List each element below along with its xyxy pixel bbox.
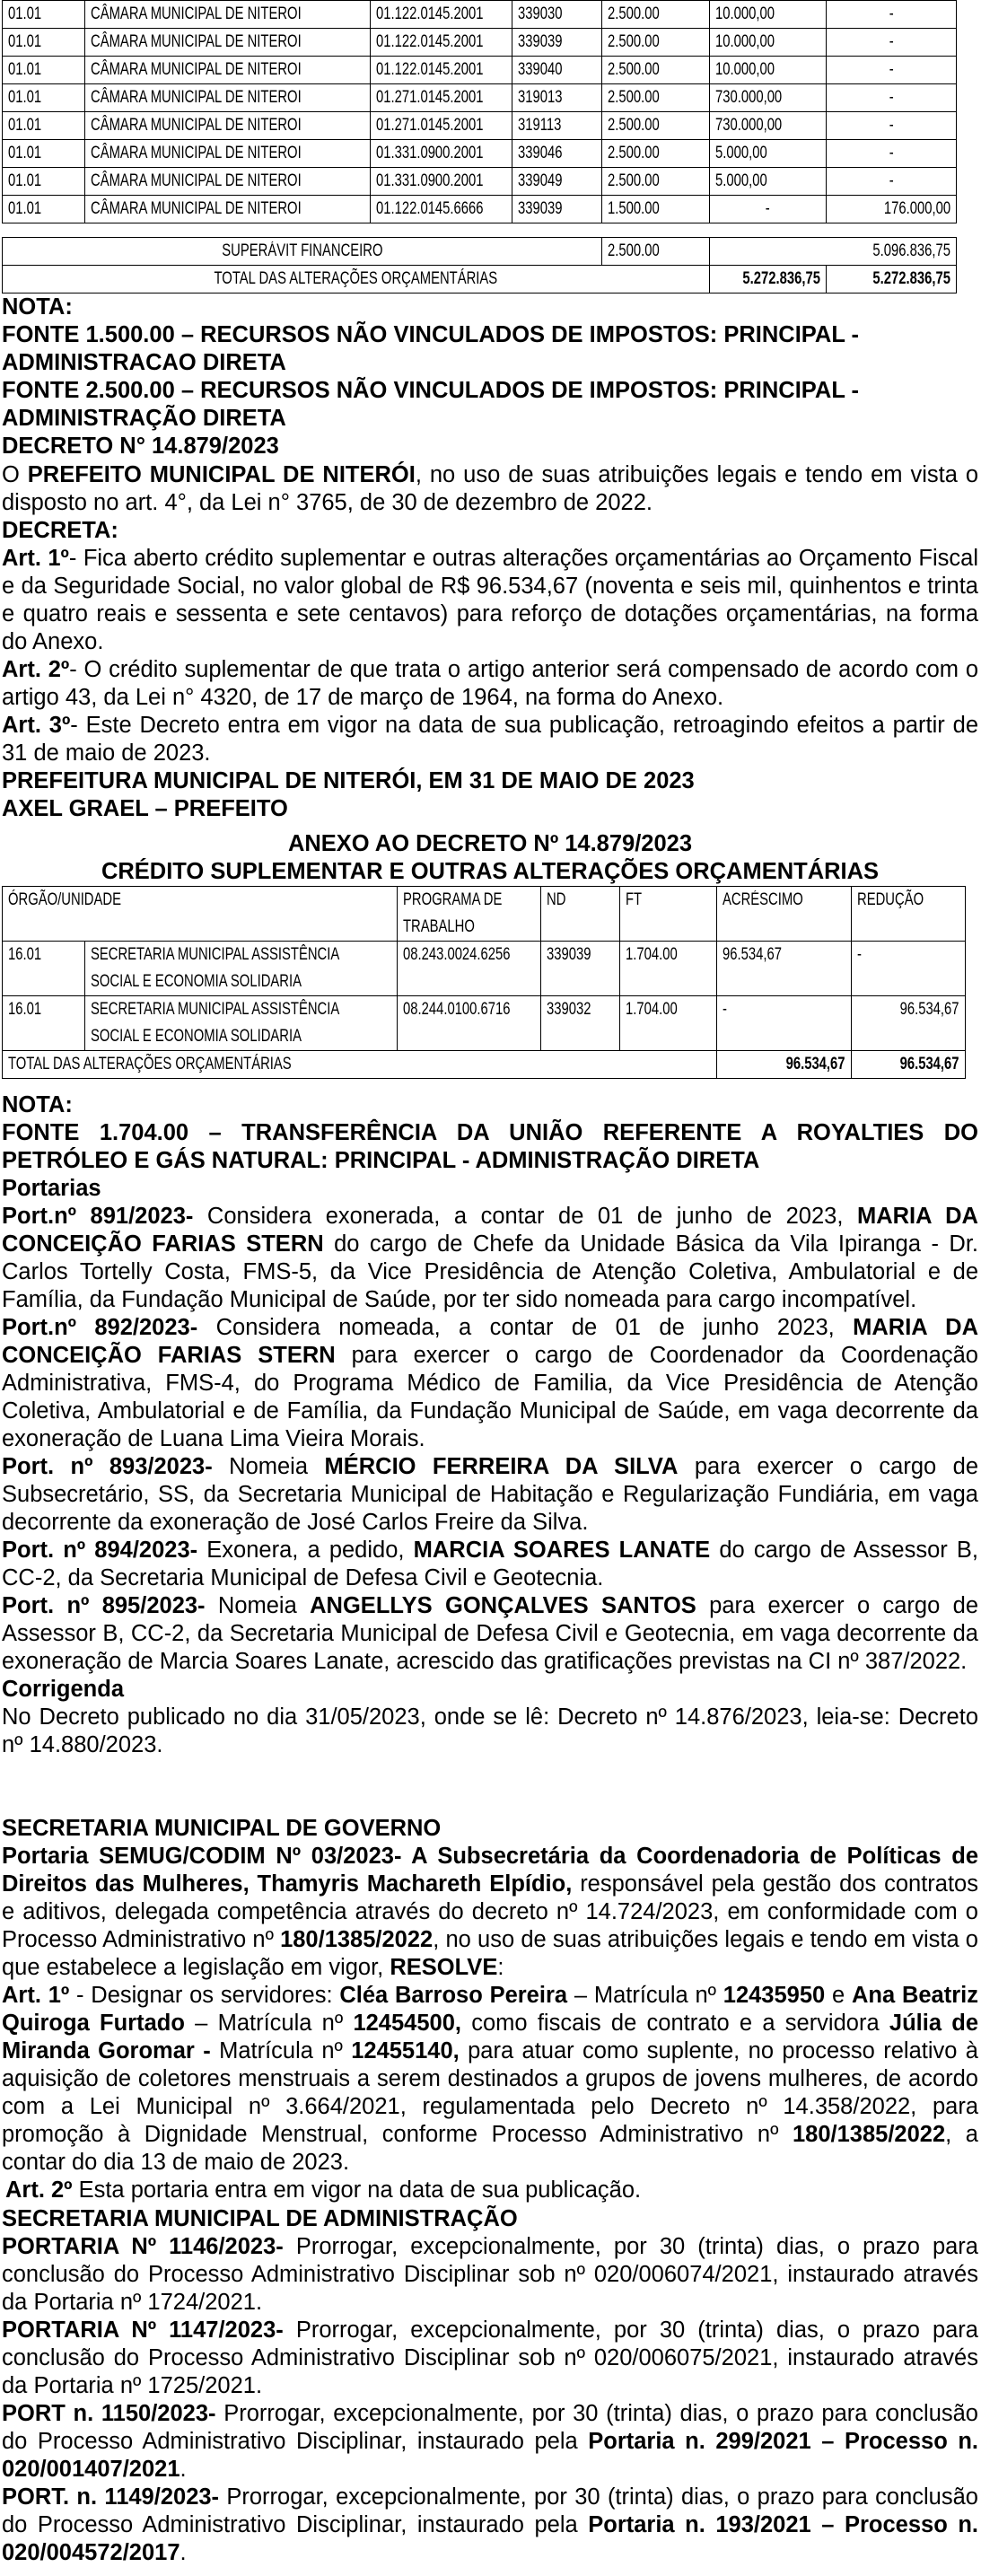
fonte-1500: FONTE 1.500.00 – RECURSOS NÃO VINCULADOS DE IMPOSTOS: PRINCIPAL - ADMINISTRACAO DIRETA <box>2 322 860 375</box>
programa: 01.271.0145.2001 <box>376 88 484 107</box>
ft: 2.500.00 <box>608 144 660 162</box>
portaria-1150: PORT n. 1150/2023- Prorrogar, excepcionalmente, por 30 (trinta) dias, o prazo para conclusão do Processo Administrativo Disciplinar, instaurado pela Portaria n. 299/2021 – Processo n. 020/001407/2021. <box>2 2401 978 2482</box>
decreto-art-1: Art. 1º- Fica aberto crédito suplementar e outras alterações orçamentárias ao Orçamento Fiscal e da Seguridade Social, no valor global de R$ 96.534,67 (noventa e seis mil, quinhentos e trinta e quatro reais e sessenta e sete centavos) para reforço de dotações orçamentárias, na forma do Anexo. <box>2 546 979 654</box>
anexo-nd: 339039 <box>547 945 591 964</box>
portaria-893: Port. nº 893/2023- Nomeia MÉRCIO FERREIRA DA SILVA para exercer o cargo de Subsecretário, SS, da Secretaria Municipal de Habitação e Regularização Fundiária, em vaga decorrente da exoneração de José Carlos Freire da Silva. <box>2 1454 979 1535</box>
anexo-heading <box>2 830 978 886</box>
orgao-code: 01.01 <box>8 171 42 190</box>
acrescimo: 5.000,00 <box>715 144 767 162</box>
portaria-892: Port.nº 892/2023- Considera nomeada, a contar de 01 de junho 2023, MARIA DA CONCEIÇÃO FARIAS STERN para exercer o cargo de Coordenador da Coordenação Administrativa, FMS-4, do Programa Médico de Familia, da Vice Presidência de Atenção Coletiva, Ambulatorial e de Família, da Fundação Municipal de Saúde, em vaga decorrente da exoneração de Luana Lima Vieira Morais. <box>2 1315 978 1451</box>
orgao-code-cell <box>3 196 85 223</box>
superavit-value: 5.096.836,75 <box>872 241 950 260</box>
anexo-acrescimo: - <box>723 1000 727 1019</box>
anexo-acrescimo: 96.534,67 <box>723 945 782 964</box>
portaria-1146: PORTARIA Nº 1146/2023- Prorrogar, excepcionalmente, por 30 (trinta) dias, o prazo para conclusão do Processo Administrativo Disciplinar sob nº 020/006074/2021, instaurado através da Portaria nº 1724/2021. <box>2 2234 978 2315</box>
nd: 339046 <box>518 144 563 162</box>
anexo-orgao-code: 16.01 <box>8 1000 42 1019</box>
table-row <box>3 168 957 196</box>
ft-cell <box>602 112 710 140</box>
programa: 01.331.0900.2001 <box>376 144 484 162</box>
reducao-cell <box>827 196 957 223</box>
nd-cell <box>512 1 602 29</box>
budget-summary-table <box>2 237 957 294</box>
decreto-signature: AXEL GRAEL – PREFEITO <box>2 796 288 821</box>
nd: 339039 <box>518 199 563 218</box>
anexo-subtitle: CRÉDITO SUPLEMENTAR E OUTRAS ALTERAÇÕES ORÇAMENTÁRIAS <box>101 859 880 884</box>
orgao-code-cell <box>3 29 85 57</box>
nd: 319013 <box>518 88 563 107</box>
acrescimo-cell <box>710 140 827 168</box>
nd-cell <box>512 29 602 57</box>
nd-cell <box>512 196 602 223</box>
decreto-art-2: Art. 2º- O crédito suplementar de que trata o artigo anterior será compensado de acordo com o artigo 43, da Lei n° 4320, de 17 de março de 1964, na forma do Anexo. <box>2 657 979 710</box>
orgao-name-cell <box>85 1 371 29</box>
reducao: - <box>889 88 894 107</box>
anexo-orgao-name-cell <box>85 996 398 1051</box>
ft: 2.500.00 <box>608 88 660 107</box>
nd-cell <box>512 84 602 112</box>
orgao-code: 01.01 <box>8 116 42 135</box>
table-row <box>3 29 957 57</box>
anexo-reducao: - <box>857 945 862 964</box>
superavit-ft: 2.500.00 <box>608 241 660 260</box>
orgao-code: 01.01 <box>8 4 42 23</box>
acrescimo: 730.000,00 <box>715 88 783 107</box>
table-row <box>3 942 966 996</box>
governo-art-1: Art. 1º - Designar os servidores: Cléa Barroso Pereira – Matrícula nº 12435950 e Ana Beatriz Quiroga Furtado – Matrícula nº 12454500, como fiscais de contrato e a servidora Júlia de Miranda Goromar - Matrícula nº 12455140, para atuar como suplente, no processo relativo à aquisição de coletores menstruais a serem destinados a grupos de jovens mulheres, de acordo com a Lei Municipal nº 3.664/2021, regulamentada pelo Decreto nº 14.358/2022, para promoção à Dignidade Menstrual, conforme Processo Administrativo nº 180/1385/2022, a contar do dia 13 de maio de 2023. <box>2 1983 979 2175</box>
nota-1-title: NOTA: <box>2 294 73 320</box>
anexo-orgao-code-cell <box>3 942 85 996</box>
total-row <box>3 266 957 294</box>
anexo-orgao-name: SECRETARIA MUNICIPAL ASSISTÊNCIA SOCIAL E ECONOMIA SOLIDARIA <box>91 1000 339 1046</box>
portaria-894: Port. nº 894/2023- Exonera, a pedido, MARCIA SOARES LANATE do cargo de Assessor B, CC-2, da Secretaria Municipal de Defesa Civil e Geotecnia. <box>2 1538 978 1590</box>
orgao-name: CÂMARA MUNICIPAL DE NITEROI <box>91 4 302 23</box>
ft: 2.500.00 <box>608 4 660 23</box>
reducao: - <box>889 32 894 51</box>
portaria-891: Port.nº 891/2023- Considera exonerada, a contar de 01 de junho de 2023, MARIA DA CONCEIÇÃO FARIAS STERN do cargo de Chefe da Unidade Básica da Vila Ipiranga - Dr. Carlos Tortelly Costa, FMS-5, da Vice Presidência de Atenção Coletiva, Ambulatorial e de Família, da Fundação Municipal de Saúde, por ter sido nomeada para cargo incompatível. <box>2 1204 978 1312</box>
orgao-name-cell <box>85 84 371 112</box>
governo-art-2: Art. 2º Esta portaria entra em vigor na data de sua publicação. <box>5 2177 642 2203</box>
reducao-cell <box>827 140 957 168</box>
programa-cell <box>371 112 512 140</box>
decreto-closing: PREFEITURA MUNICIPAL DE NITERÓI, EM 31 DE MAIO DE 2023 <box>2 768 695 793</box>
ft: 2.500.00 <box>608 60 660 79</box>
programa: 01.122.0145.2001 <box>376 60 484 79</box>
orgao-name: CÂMARA MUNICIPAL DE NITEROI <box>91 88 302 107</box>
anexo-header-acrescimo: ACRÉSCIMO <box>723 890 803 909</box>
reducao: - <box>889 144 894 162</box>
superavit-row <box>3 238 957 266</box>
programa-cell <box>371 29 512 57</box>
corrigenda-text: No Decreto publicado no dia 31/05/2023, onde se lê: Decreto nº 14.876/2023, leia-se: Decreto nº 14.880/2023. <box>2 1704 978 1757</box>
table-row <box>3 57 957 84</box>
orgao-code: 01.01 <box>8 32 42 51</box>
decreto-art-3: Art. 3º- Este Decreto entra em vigor na data de sua publicação, retroagindo efeitos a partir de 31 de maio de 2023. <box>2 713 979 766</box>
table-row <box>3 1 957 29</box>
decreto-title: DECRETO N° 14.879/2023 <box>2 434 279 459</box>
reducao: - <box>889 60 894 79</box>
table-row <box>3 996 966 1051</box>
table-row <box>3 84 957 112</box>
portarias-title: Portarias <box>2 1176 101 1201</box>
anexo-header-nd: ND <box>547 890 566 909</box>
programa-cell <box>371 57 512 84</box>
orgao-name-cell <box>85 196 371 223</box>
orgao-code-cell <box>3 84 85 112</box>
table-row <box>3 112 957 140</box>
anexo-header-ft: FT <box>626 890 643 909</box>
acrescimo: 730.000,00 <box>715 116 783 135</box>
programa-cell <box>371 168 512 196</box>
ft: 1.500.00 <box>608 199 660 218</box>
reducao: 176.000,00 <box>883 199 950 218</box>
nota-2-title: NOTA: <box>2 1092 73 1117</box>
reducao: - <box>889 116 894 135</box>
programa: 01.122.0145.2001 <box>376 32 484 51</box>
nd: 339030 <box>518 4 563 23</box>
orgao-code: 01.01 <box>8 60 42 79</box>
administracao-section <box>2 2205 978 2567</box>
nd-cell <box>512 112 602 140</box>
reducao-cell <box>827 112 957 140</box>
orgao-code: 01.01 <box>8 199 42 218</box>
orgao-name: CÂMARA MUNICIPAL DE NITEROI <box>91 199 302 218</box>
anexo-nd: 339032 <box>547 1000 591 1019</box>
ft-cell <box>602 1 710 29</box>
portarias-section <box>2 1091 978 1759</box>
anexo-nd-cell <box>541 996 620 1051</box>
acrescimo-cell <box>710 1 827 29</box>
total-acrescimo: 5.272.836,75 <box>742 269 820 288</box>
nd-cell <box>512 168 602 196</box>
decreto-body <box>2 461 978 823</box>
programa: 01.122.0145.2001 <box>376 4 484 23</box>
reducao: - <box>889 4 894 23</box>
orgao-code-cell <box>3 140 85 168</box>
anexo-orgao-name-cell <box>85 942 398 996</box>
ft: 2.500.00 <box>608 171 660 190</box>
ft: 2.500.00 <box>608 116 660 135</box>
acrescimo-cell <box>710 112 827 140</box>
portaria-1149: PORT. n. 1149/2023- Prorrogar, excepcionalmente, por 30 (trinta) dias, o prazo para conclusão do Processo Administrativo Disciplinar, instaurado pela Portaria n. 193/2021 – Processo n. 020/004572/2017. <box>2 2484 978 2565</box>
programa-cell <box>371 140 512 168</box>
acrescimo: - <box>766 199 770 218</box>
anexo-programa: 08.244.0100.6716 <box>403 1000 511 1019</box>
orgao-name: CÂMARA MUNICIPAL DE NITEROI <box>91 144 302 162</box>
anexo-programa-cell <box>398 996 541 1051</box>
reducao-cell <box>827 168 957 196</box>
programa-cell <box>371 84 512 112</box>
budget-table <box>2 0 957 223</box>
reducao-cell <box>827 29 957 57</box>
anexo-ft: 1.704.00 <box>626 1000 678 1019</box>
anexo-header-reducao: REDUÇÃO <box>857 890 924 909</box>
governo-title: SECRETARIA MUNICIPAL DE GOVERNO <box>2 1816 442 1841</box>
orgao-name-cell <box>85 29 371 57</box>
fonte-1704: FONTE 1.704.00 – TRANSFERÊNCIA DA UNIÃO REFERENTE A ROYALTIES DO PETRÓLEO E GÁS NATURAL: PRINCIPAL - ADMINISTRAÇÃO DIRETA <box>2 1120 978 1173</box>
orgao-code-cell <box>3 112 85 140</box>
anexo-programa-cell <box>398 942 541 996</box>
anexo-orgao-code-cell <box>3 996 85 1051</box>
portaria-895: Port. nº 895/2023- Nomeia ANGELLYS GONÇALVES SANTOS para exercer o cargo de Assessor B, CC-2, da Secretaria Municipal de Defesa Civil e Geotecnia, em vaga decorrente da exoneração de Marcia Soares Lanate, acrescido das gratificações previstas na CI nº 387/2022. <box>2 1593 978 1674</box>
anexo-acrescimo-cell <box>717 942 852 996</box>
anexo-reducao-cell <box>852 996 966 1051</box>
portaria-semug: Portaria SEMUG/CODIM Nº 03/2023- A Subsecretária da Coordenadoria de Políticas de Direitos das Mulheres, Thamyris Machareth Elpídio, responsável pela gestão dos contratos e aditivos, delegada competência através do decreto nº 14.724/2023, em conformidade com o Processo Administrativo nº 180/1385/2022, no uso de suas atribuições legais e tendo em vista o que estabelece a legislação em vigor, RESOLVE: <box>2 1844 978 1980</box>
prefeito-label: PREFEITO MUNICIPAL DE NITERÓI <box>27 462 416 487</box>
reducao: - <box>889 171 894 190</box>
orgao-name-cell <box>85 57 371 84</box>
total-label: TOTAL DAS ALTERAÇÕES ORÇAMENTÁRIAS <box>214 269 498 288</box>
orgao-code-cell <box>3 1 85 29</box>
anexo-reducao: 96.534,67 <box>900 1000 959 1019</box>
anexo-ft: 1.704.00 <box>626 945 678 964</box>
acrescimo: 10.000,00 <box>715 32 775 51</box>
anexo-ft-cell <box>620 942 717 996</box>
anexo-header-orgao: ÓRGÃO/UNIDADE <box>8 890 121 909</box>
anexo-total-reducao: 96.534,67 <box>900 1055 959 1073</box>
acrescimo-cell <box>710 196 827 223</box>
anexo-reducao-cell <box>852 942 966 996</box>
total-reducao: 5.272.836,75 <box>872 269 950 288</box>
nd: 339040 <box>518 60 563 79</box>
anexo-total-row <box>3 1051 966 1079</box>
superavit-label: SUPERÁVIT FINANCEIRO <box>221 241 383 260</box>
anexo-orgao-name: SECRETARIA MUNICIPAL ASSISTÊNCIA SOCIAL E ECONOMIA SOLIDARIA <box>91 945 339 991</box>
ft-cell <box>602 84 710 112</box>
orgao-code: 01.01 <box>8 88 42 107</box>
anexo-acrescimo-cell <box>717 996 852 1051</box>
programa: 01.271.0145.2001 <box>376 116 484 135</box>
table-row <box>3 196 957 223</box>
administracao-title: SECRETARIA MUNICIPAL DE ADMINISTRAÇÃO <box>2 2206 518 2231</box>
programa: 01.122.0145.6666 <box>376 199 484 218</box>
ft-cell <box>602 57 710 84</box>
anexo-header-programa: PROGRAMA DE TRABALHO <box>403 890 503 936</box>
fonte-2500: FONTE 2.500.00 – RECURSOS NÃO VINCULADOS DE IMPOSTOS: PRINCIPAL - ADMINISTRAÇÃO DIRETA <box>2 378 860 431</box>
ft-cell <box>602 29 710 57</box>
portaria-1147: PORTARIA Nº 1147/2023- Prorrogar, excepcionalmente, por 30 (trinta) dias, o prazo para conclusão do Processo Administrativo Disciplinar sob nº 020/006075/2021, instaurado através da Portaria nº 1725/2021. <box>2 2318 978 2398</box>
programa-cell <box>371 196 512 223</box>
reducao-cell <box>827 1 957 29</box>
orgao-code: 01.01 <box>8 144 42 162</box>
nota-1 <box>2 294 978 460</box>
anexo-total-acrescimo: 96.534,67 <box>786 1055 845 1073</box>
orgao-name: CÂMARA MUNICIPAL DE NITEROI <box>91 32 302 51</box>
programa: 01.331.0900.2001 <box>376 171 484 190</box>
orgao-code-cell <box>3 168 85 196</box>
orgao-name-cell <box>85 140 371 168</box>
decreto-intro: O PREFEITO MUNICIPAL DE NITERÓI, no uso de suas atribuições legais e tendo em vista o disposto no art. 4°, da Lei n° 3765, de 30 de dezembro de 2022. <box>2 462 978 515</box>
nd-cell <box>512 140 602 168</box>
ft-cell <box>602 196 710 223</box>
anexo-title: ANEXO AO DECRETO Nº 14.879/2023 <box>287 831 693 856</box>
acrescimo-cell <box>710 57 827 84</box>
ft-cell <box>602 168 710 196</box>
anexo-orgao-code: 16.01 <box>8 945 42 964</box>
anexo-ft-cell <box>620 996 717 1051</box>
anexo-header-row <box>3 887 966 942</box>
orgao-code-cell <box>3 57 85 84</box>
reducao-cell <box>827 57 957 84</box>
corrigenda-title: Corrigenda <box>2 1677 125 1702</box>
table-row <box>3 140 957 168</box>
programa-cell <box>371 1 512 29</box>
acrescimo: 5.000,00 <box>715 171 767 190</box>
nd: 319113 <box>518 116 562 135</box>
anexo-total-label: TOTAL DAS ALTERAÇÕES ORÇAMENTÁRIAS <box>8 1055 292 1073</box>
acrescimo: 10.000,00 <box>715 4 775 23</box>
ft: 2.500.00 <box>608 32 660 51</box>
reducao-cell <box>827 84 957 112</box>
nd: 339039 <box>518 32 563 51</box>
orgao-name-cell <box>85 112 371 140</box>
acrescimo-cell <box>710 84 827 112</box>
orgao-name: CÂMARA MUNICIPAL DE NITEROI <box>91 171 302 190</box>
nd: 339049 <box>518 171 563 190</box>
governo-section <box>2 1815 978 2204</box>
anexo-table <box>2 886 966 1079</box>
nd-cell <box>512 57 602 84</box>
anexo-nd-cell <box>541 942 620 996</box>
orgao-name-cell <box>85 168 371 196</box>
acrescimo-cell <box>710 29 827 57</box>
orgao-name: CÂMARA MUNICIPAL DE NITEROI <box>91 116 302 135</box>
orgao-name: CÂMARA MUNICIPAL DE NITEROI <box>91 60 302 79</box>
acrescimo-cell <box>710 168 827 196</box>
acrescimo: 10.000,00 <box>715 60 775 79</box>
decreta-label: DECRETA: <box>2 518 118 543</box>
anexo-programa: 08.243.0024.6256 <box>403 945 511 964</box>
ft-cell <box>602 140 710 168</box>
